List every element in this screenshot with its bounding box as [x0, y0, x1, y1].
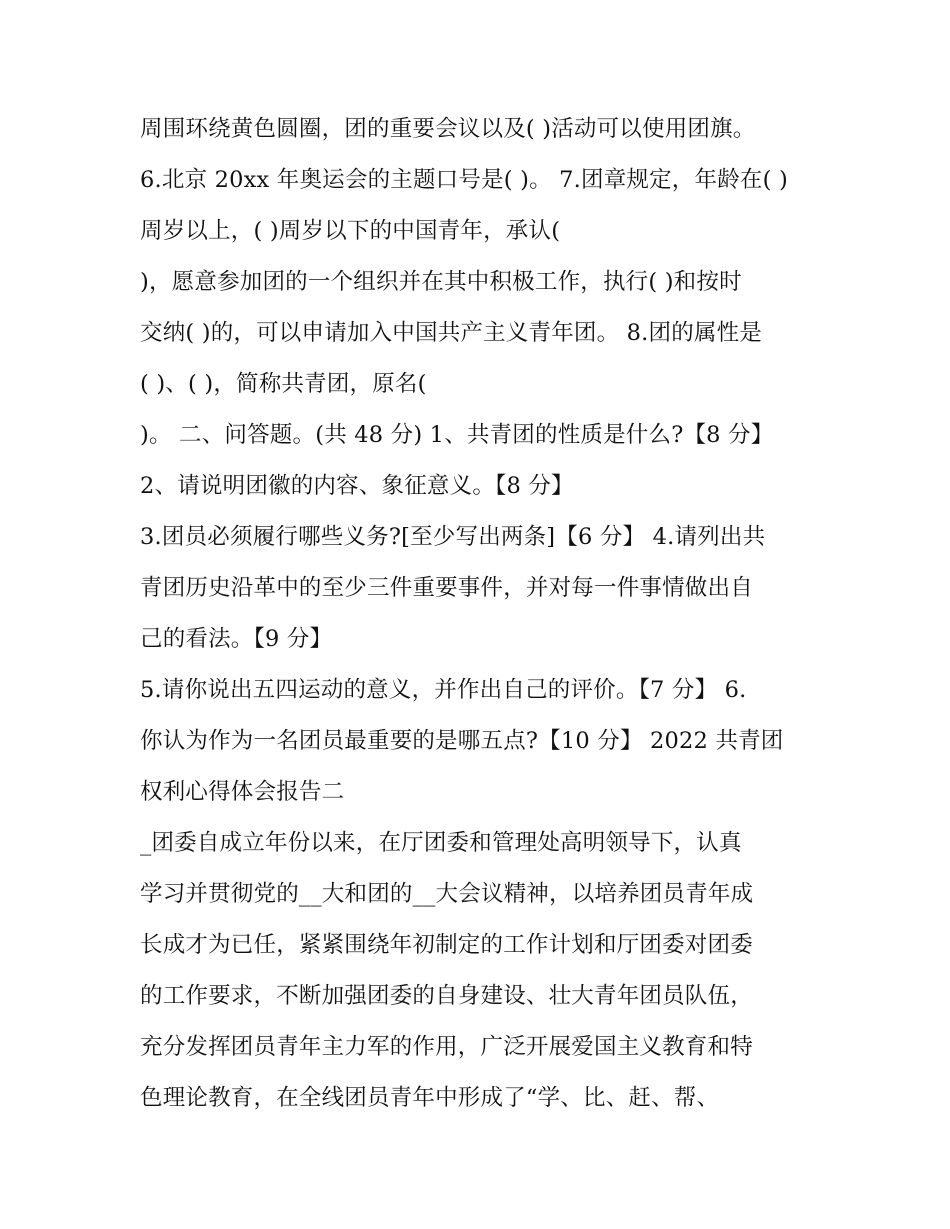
- text-line: 5.请你说出五四运动的意义，并作出自己的评价。【7 分】 6.: [140, 677, 747, 703]
- text-line: 周围环绕黄色圆圈，团的重要会议以及( )活动可以使用团旗。: [140, 116, 756, 142]
- text-line: 长成才为已任，紧紧围绕年初制定的工作计划和厅团委对团委: [140, 932, 753, 958]
- text-line: 你认为作为一名团员最重要的是哪五点?【10 分】 2022 共青团: [140, 728, 784, 754]
- text-line: ( )、( )，简称共青团，原名(: [140, 371, 427, 397]
- text-line: 己的看法。【9 分】: [140, 626, 333, 652]
- text-line: _团委自成立年份以来，在厅团委和管理处高明领导下，认真: [140, 830, 742, 856]
- text-line: 充分发挥团员青年主力军的作用，广泛开展爱国主义教育和特: [140, 1034, 753, 1060]
- text-line: )。 二、问答题。(共 48 分) 1、共青团的性质是什么?【8 分】: [140, 422, 774, 448]
- text-line: 学习并贯彻党的__大和团的__大会议精神，以培养团员青年成: [140, 881, 754, 907]
- document-body: [140, 104, 830, 1124]
- text-line: 青团历史沿革中的至少三件重要事件，并对每一件事情做出自: [140, 575, 753, 601]
- text-line: 6.北京 20xx 年奥运会的主题口号是( )。 7.团章规定，年龄在( ): [140, 167, 788, 193]
- text-line: 周岁以上，( )周岁以下的中国青年，承认(: [140, 218, 561, 244]
- text-line: 3.团员必须履行哪些义务?[至少写出两条]【6 分】 4.请列出共: [140, 524, 766, 550]
- text-line: 权利心得体会报告二: [140, 779, 345, 805]
- text-line: 色理论教育，在全线团员青年中形成了“学、比、赶、帮、: [140, 1085, 720, 1111]
- text-line: 2、请说明团徽的内容、象征意义。【8 分】: [140, 473, 574, 499]
- text-line: )，愿意参加团的一个组织并在其中积极工作，执行( )和按时: [140, 269, 742, 295]
- text-line: 的工作要求，不断加强团委的自身建设、壮大青年团员队伍，: [140, 983, 753, 1009]
- text-line: 交纳( )的，可以申请加入中国共产主义青年团。 8.团的属性是: [140, 320, 763, 346]
